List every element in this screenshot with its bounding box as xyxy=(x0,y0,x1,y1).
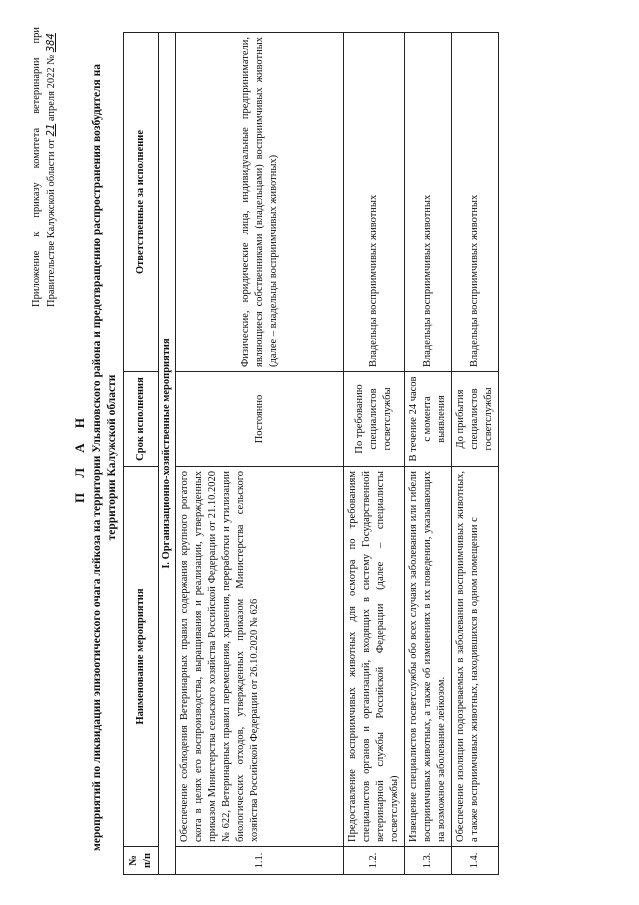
row-num: 1.1. xyxy=(176,847,344,875)
row-name: Извещение специалистов госветслужбы обо всех случаях заболевания или гибели восприимчивых животных, а также об изменениях в их поведении, указывающих на возможное заболевание лейкозом. xyxy=(405,467,452,847)
table-row xyxy=(452,33,499,875)
row-resp: Физические, юридические лица, индивидуальные предприниматели, являющиеся собственниками (владельцами) восприимчивых животных (далее – владельцы восприимчивых животных) xyxy=(176,33,344,372)
title-subtitle: мероприятий по ликвидации эпизоотического очага лейкоза на территории Ульяновского района и предотвращению распространения возбудителя на территории Калужской области xyxy=(91,64,118,851)
appendix-text: Приложение к приказу комитета ветеринарии при Правительстве Калужской области от xyxy=(31,27,57,307)
row-num: 1.2. xyxy=(344,847,405,875)
section-row xyxy=(159,33,176,875)
table-row xyxy=(344,33,405,875)
row-term: До прибытия специалистов госветслужбы xyxy=(452,372,499,467)
handwritten-day: 21 xyxy=(45,123,57,137)
table-row xyxy=(405,33,452,875)
plan-table xyxy=(123,32,499,875)
header-num: № п/п xyxy=(124,847,159,875)
row-resp: Владельцы восприимчивых животных xyxy=(452,33,499,372)
row-num: 1.4. xyxy=(452,847,499,875)
row-name: Обеспечение соблюдения Ветеринарных правил содержания крупного рогатого скота в целях его воспроизводства, выращивания и реализации, утвержденных приказом Министерства сельского хозяйства Российской Федерации от 21.10.2020 № 622, Ветеринарных правил перемещения, хранения, переработки и утилизации биологических отходов, утвержденных приказом Министерства сельского хозяйства Российской Федерации от 26.10.2020 № 626 xyxy=(176,467,344,847)
header-resp: Ответственные за исполнение xyxy=(124,33,159,372)
row-resp: Владельцы восприимчивых животных xyxy=(344,33,405,372)
title-heading: П Л А Н xyxy=(72,411,87,504)
header-name: Наименование мероприятия xyxy=(124,467,159,847)
section-title: I. Организационно-хозяйственные мероприятия xyxy=(159,33,176,875)
appendix-block xyxy=(30,27,59,307)
row-name: Предоставление восприимчивых животных для осмотра по требованиям специалистов органов и организаций, входящих в систему Государственной ветеринарной службы Российской Федерации (далее – специалисты госветслужбы) xyxy=(344,467,405,847)
row-name: Обеспечение изоляции подозреваемых в заболевании восприимчивых животных, а также восприимчивых животных, находившихся в одном помещении с xyxy=(452,467,499,847)
handwritten-number: 384 xyxy=(45,33,57,53)
appendix-date-rest: апреля 2022 № xyxy=(46,52,57,124)
row-term: Постоянно xyxy=(176,372,344,467)
table-header-row xyxy=(124,33,159,875)
row-term: По требованию специалистов госветслужбы xyxy=(344,372,405,467)
table-row xyxy=(176,33,344,875)
row-num: 1.3. xyxy=(405,847,452,875)
header-term: Срок исполнения xyxy=(124,372,159,467)
row-resp: Владельцы восприимчивых животных xyxy=(405,33,452,372)
row-term: В течение 24 часов с момента выявления xyxy=(405,372,452,467)
document-title xyxy=(72,40,120,875)
